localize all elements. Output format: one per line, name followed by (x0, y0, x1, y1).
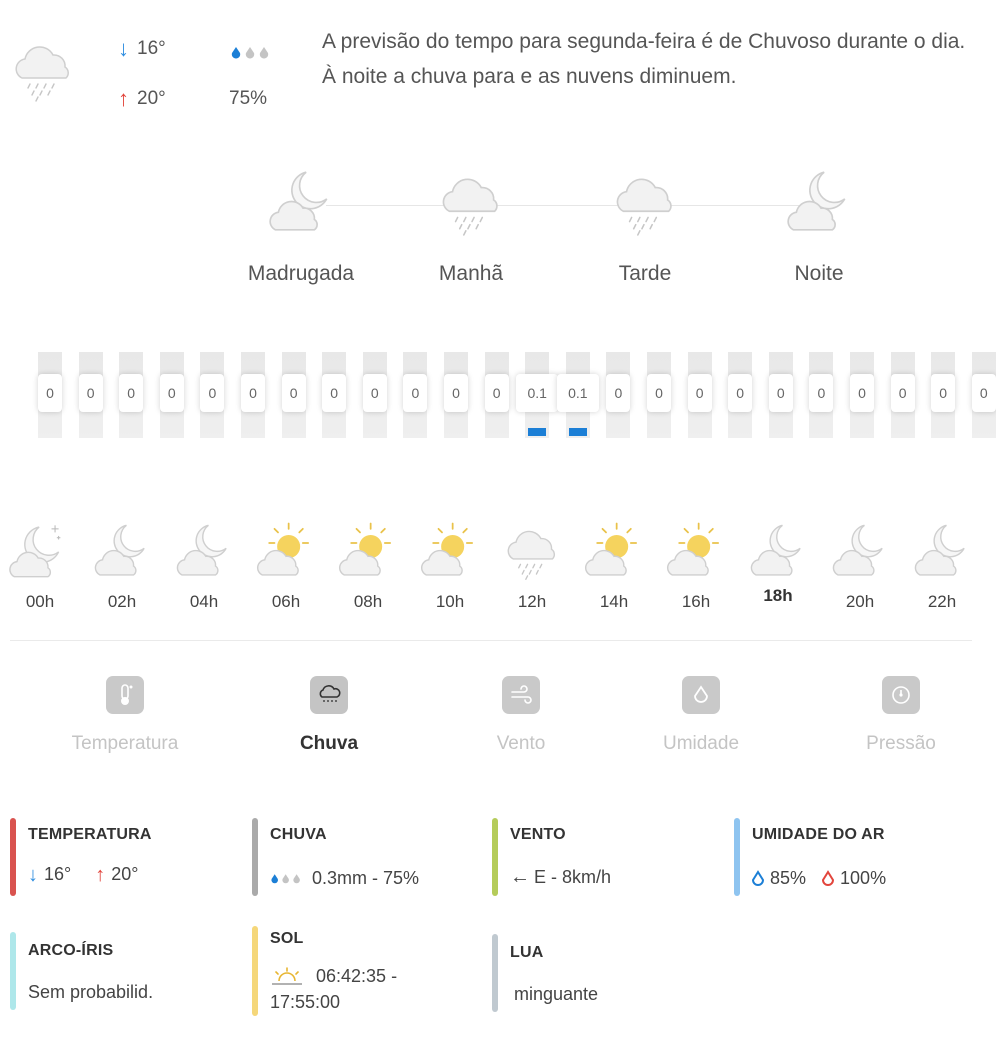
hour-label: 16h (681, 592, 711, 611)
moon-cloud-icon (168, 520, 240, 582)
rain-bar-value: 0 (931, 374, 955, 412)
rain-bar-value: 0 (200, 374, 224, 412)
stat-lua (492, 934, 722, 1012)
hour-14h[interactable] (578, 520, 650, 612)
tab-label: Temperatura (71, 733, 179, 754)
rain-drops-icon (230, 46, 276, 60)
moon-cloud-icon (744, 166, 894, 238)
period-label: Tarde (618, 262, 672, 285)
stat-umidade (734, 818, 974, 896)
moon-cloud-icon (86, 520, 158, 582)
hour-00h[interactable] (4, 520, 76, 612)
moon-cloud-icon (226, 166, 376, 238)
rain-bar-value: 0 (606, 374, 630, 412)
hour-04h[interactable] (168, 520, 240, 612)
rain-bar-value: 0 (850, 374, 874, 412)
stat-value: 0.3mm - 75% (270, 868, 419, 889)
sun-cloud-icon (414, 520, 486, 582)
summary-min-temp: ↓ 16° (118, 36, 166, 61)
hour-label: 12h (517, 592, 547, 611)
stat-temperatura (10, 818, 240, 896)
moon-cloud-icon (906, 520, 978, 582)
stat-sol (252, 926, 482, 1016)
hour-label: 02h (107, 592, 137, 611)
rain-cloud-icon (310, 676, 348, 714)
period-label: Manhã (438, 262, 504, 285)
rain-cloud-icon (570, 166, 720, 238)
arrow-left-icon: ← (510, 866, 530, 888)
rain-bar-value: 0 (972, 374, 996, 412)
hour-06h[interactable] (250, 520, 322, 612)
period-3 (744, 166, 894, 286)
tab-chuva[interactable] (254, 676, 404, 755)
hour-18h[interactable] (742, 520, 814, 606)
rain-bar-value: 0 (241, 374, 265, 412)
stat-value: Sem probabilid. (28, 982, 154, 1002)
rain-bar-value: 0 (38, 374, 62, 412)
stat-color-bar (252, 926, 258, 1016)
tab-label: Chuva (299, 733, 359, 754)
divider (10, 640, 972, 641)
hour-10h[interactable] (414, 520, 486, 612)
sun-cloud-icon (660, 520, 732, 582)
arrow-down-icon: ↓ (118, 36, 129, 61)
stat-color-bar (10, 932, 16, 1010)
wind-icon (502, 676, 540, 714)
stat-title: CHUVA (270, 826, 327, 843)
arrow-down-icon: ↓ (28, 863, 38, 886)
hour-label: 04h (189, 592, 219, 611)
stat-value: ↓ 16° ↑ 20° (28, 863, 139, 886)
summary-weather-icon (8, 34, 78, 98)
hour-08h[interactable] (332, 520, 404, 612)
hourly-rain-bars (0, 352, 988, 438)
rain-bar-value: 0 (891, 374, 915, 412)
summary-max-temp: ↑ 20° (118, 86, 166, 111)
rain-bar-value: 0 (119, 374, 143, 412)
drop-icon (682, 676, 720, 714)
stat-title: UMIDADE DO AR (752, 826, 885, 843)
rain-bar-value: 0.1 (557, 374, 599, 412)
sun-cloud-icon (578, 520, 650, 582)
rain-bar-value: 0 (444, 374, 468, 412)
thermometer-icon (106, 676, 144, 714)
rain-bar-value: 0.1 (516, 374, 558, 412)
hour-16h[interactable] (660, 520, 732, 612)
stat-color-bar (252, 818, 258, 896)
hour-label: 10h (435, 592, 465, 611)
hour-label: 22h (927, 592, 957, 611)
hour-label: 20h (845, 592, 875, 611)
rain-cloud-icon (496, 520, 568, 582)
rain-bar-fill (569, 428, 587, 436)
tab-umidade[interactable] (626, 676, 776, 755)
moon-cloud-icon (742, 520, 814, 582)
stat-color-bar (734, 818, 740, 896)
rain-drops-icon (270, 873, 306, 885)
rain-bar-value: 0 (282, 374, 306, 412)
stat-arco-iris (10, 932, 240, 1010)
period-label: Noite (794, 262, 844, 285)
rain-bar-value: 0 (728, 374, 752, 412)
rain-bar-value: 0 (769, 374, 793, 412)
rain-bar-value: 0 (363, 374, 387, 412)
hour-22h[interactable] (906, 520, 978, 612)
tab-label: Pressão (866, 733, 936, 754)
rain-bar-value: 0 (688, 374, 712, 412)
period-0 (226, 166, 376, 286)
tab-label: Vento (496, 733, 546, 754)
arrow-up-icon: ↑ (95, 863, 106, 886)
stat-value: ← E - 8km/h (510, 866, 612, 888)
rain-bar-value: 0 (485, 374, 509, 412)
drop-max-icon (822, 871, 834, 887)
stat-chuva (252, 818, 482, 896)
stat-title: LUA (510, 944, 544, 961)
hour-label: 14h (599, 592, 629, 611)
gauge-icon (882, 676, 920, 714)
stat-title: TEMPERATURA (28, 826, 152, 843)
hour-20h[interactable] (824, 520, 896, 612)
moon-cloud-icon (824, 520, 896, 582)
rain-cloud-icon (396, 166, 546, 238)
forecast-description: A previsão do tempo para segunda-feira é de Chuvoso durante o dia. À noite a chuva para e as nuvens diminuem. (322, 30, 966, 88)
stat-value: 85% 100% (752, 868, 886, 889)
summary-rain-probability: 75% (229, 88, 268, 109)
rain-bar-value: 0 (322, 374, 346, 412)
rain-bar-value: 0 (647, 374, 671, 412)
tab-vento[interactable] (446, 676, 596, 755)
hour-label: 06h (271, 592, 301, 611)
rain-bar-value: 0 (160, 374, 184, 412)
period-2 (570, 166, 720, 286)
hour-label: 08h (353, 592, 383, 611)
hour-label: 18h (763, 586, 793, 605)
stat-vento (492, 818, 722, 896)
sunrise-icon (270, 967, 304, 987)
stat-value: 06:42:35 - (270, 966, 397, 987)
tab-pressão[interactable] (826, 676, 976, 755)
drop-min-icon (752, 871, 764, 887)
stat-value-line2: 17:55:00 (270, 992, 341, 1012)
hour-02h[interactable] (86, 520, 158, 612)
stat-title: ARCO-ÍRIS (28, 942, 114, 959)
period-label: Madrugada (247, 262, 355, 285)
period-1 (396, 166, 546, 286)
sun-cloud-icon (332, 520, 404, 582)
stat-title: SOL (270, 930, 304, 947)
tab-label: Umidade (662, 733, 740, 754)
clear-night-cloud-icon (4, 520, 76, 582)
stat-color-bar (492, 818, 498, 896)
arrow-up-icon: ↑ (118, 86, 129, 111)
hour-label: 00h (25, 592, 55, 611)
hour-12h[interactable] (496, 520, 568, 612)
rain-bar-fill (528, 428, 546, 436)
stat-color-bar (10, 818, 16, 896)
rain-bar-value: 0 (403, 374, 427, 412)
stat-title: VENTO (510, 826, 566, 843)
stat-value: minguante (514, 984, 599, 1004)
tab-temperatura[interactable] (50, 676, 200, 755)
rain-bar-value: 0 (79, 374, 103, 412)
rain-bar-value: 0 (809, 374, 833, 412)
sun-cloud-icon (250, 520, 322, 582)
stat-color-bar (492, 934, 498, 1012)
